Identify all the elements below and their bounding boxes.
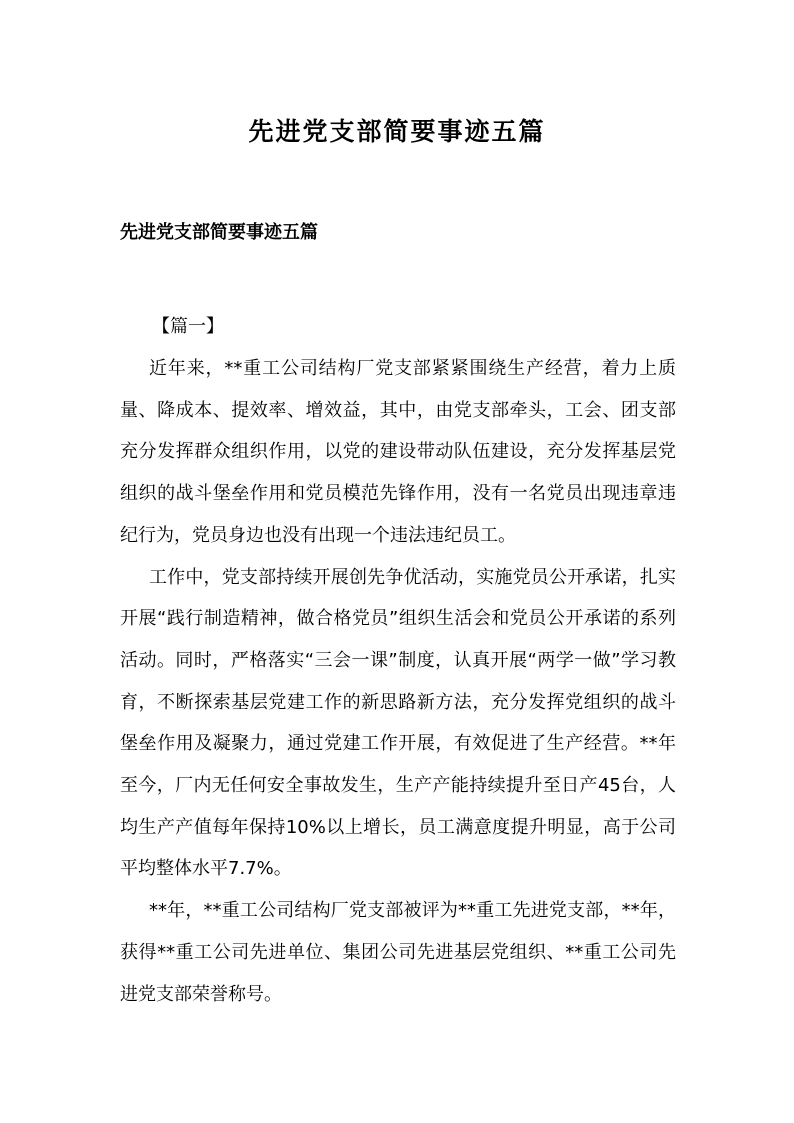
paragraph-2: 工作中，党支部持续开展创先争优活动，实施党员公开承诺，扎实开展“践行制造精神，做合格党员”组织生活会和党员公开承诺的系列活动。同时，严格落实“三会一课”制度，认真开展“两学一做”学习教育，不断探索基层党建工作的新思路新方法，充分发挥党组织的战斗堡垒作用及凝聚力，通过党建工作开展，有效促进了生产经营。**年至今，厂内无任何安全事故发生，生产产能持续提升至日产45台，人均生产产值每年保持10%以上增长，员工满意度提升明显，高于公司平均整体水平7.7%。 [120,566,676,880]
document-subtitle: 先进党支部简要事迹五篇 [120,222,318,243]
paragraph-1: 近年来，**重工公司结构厂党支部紧紧围绕生产经营，着力上质量、降成本、提效率、增效益，其中，由党支部牵头，工会、团支部充分发挥群众组织作用，以党的建设带动队伍建设，充分发挥基层党组织的战斗堡垒作用和党员模范先锋作用，没有一名党员出现违章违纪行为，党员身边也没有出现一个违法违纪员工。 [120,358,676,546]
section-label: 【篇一】 [152,316,224,337]
document-body [120,310,676,1015]
paragraph-3: **年，**重工公司结构厂党支部被评为**重工先进党支部，**年，获得**重工公司先进单位、集团公司先进基层党组织、**重工公司先进党支部荣誉称号。 [120,900,676,1005]
document-title: 先进党支部简要事迹五篇 [248,117,546,146]
